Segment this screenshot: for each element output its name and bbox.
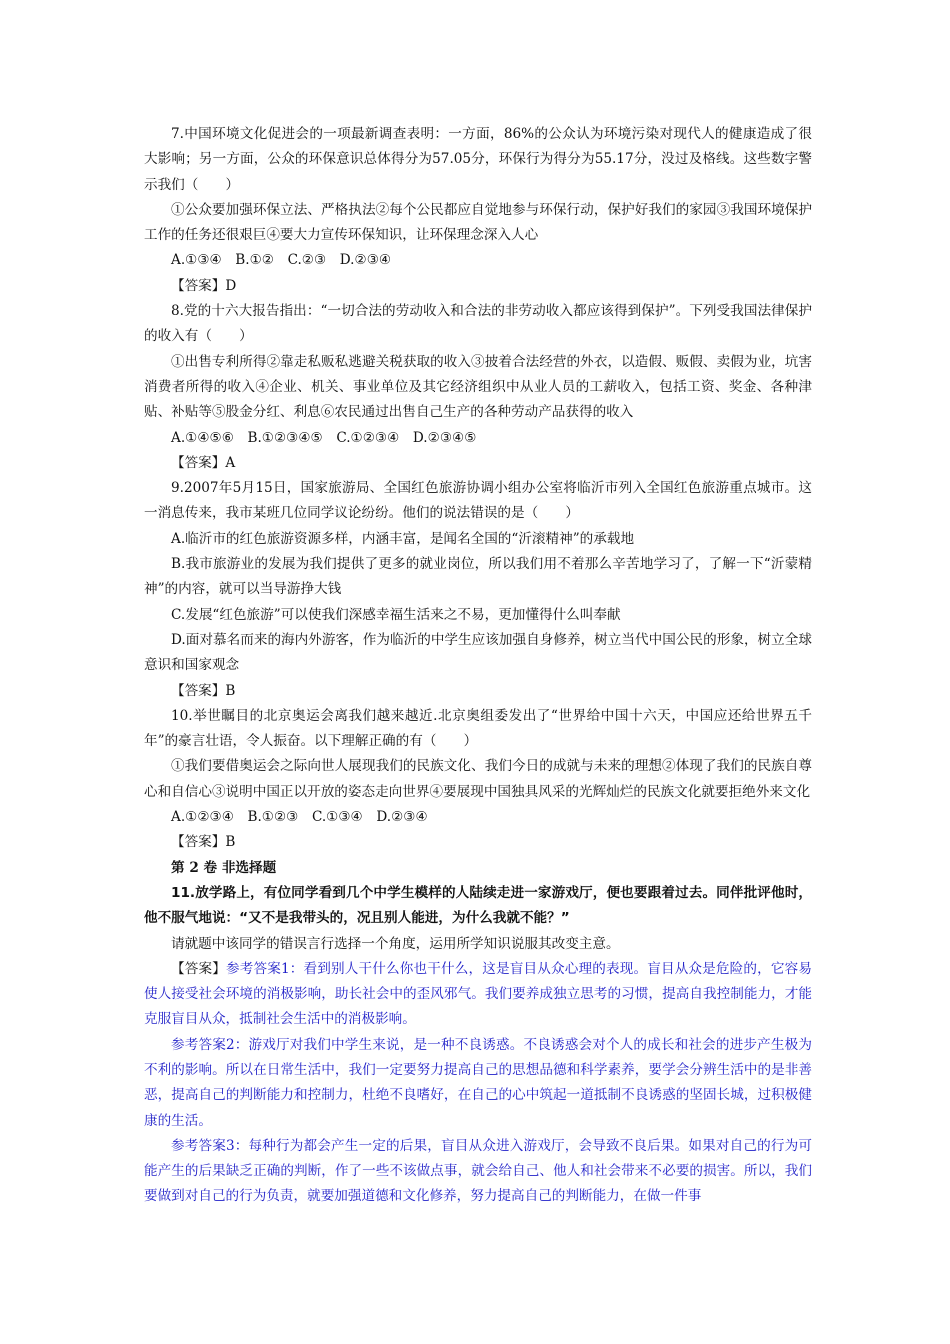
question-8-answer: 【答案】A <box>171 454 236 471</box>
question-11-answer-1 <box>144 957 812 1033</box>
question-7-answer: 【答案】D <box>171 277 237 294</box>
question-11-answer-2: 参考答案2：游戏厅对我们中学生来说，是一种不良诱惑。不良诱惑会对个人的成长和社会的进步产生极为不利的影响。所以在日常生活中，我们一定要努力提高自己的思想品德和科学素养，要学会分辨生活中的是非善恶，提高自己的判断能力和控制力，杜绝不良嗜好，在自己的心中筑起一道抵制不良诱惑的坚固长城，过积极健康的生活。 <box>144 1036 812 1129</box>
question-10-options: A.①②③④ B.①②③ C.①③④ D.②③④ <box>171 809 428 826</box>
question-8-statements: ①出售专利所得②靠走私贩私逃避关税获取的收入③披着合法经营的外衣，以造假、贩假、卖假为业，坑害消费者所得的收入④企业、机关、事业单位及其它经济组织中从业人员的工薪收入，包括工资、奖金、各种津贴、补贴等⑤股金分红、利息⑥农民通过出售自己生产的各种劳动产品获得的收入 <box>144 353 812 421</box>
question-9-answer: 【答案】B <box>171 682 236 699</box>
question-11-prompt: 请就题中该同学的错误言行选择一个角度，运用所学知识说服其改变主意。 <box>171 935 620 952</box>
question-10-answer: 【答案】B <box>171 834 236 851</box>
question-10-stem: 10.举世瞩目的北京奥运会离我们越来越近.北京奥组委发出了“世界给中国十六天，中国应还给世界五千年”的豪言壮语，令人振奋。以下理解正确的有（ ） <box>144 707 812 750</box>
question-7-stem: 7.中国环境文化促进会的一项最新调查表明：一方面，86%的公众认为环境污染对现代人的健康造成了很大影响；另一方面，公众的环保意识总体得分为57.05分，环保行为得分为55.17分，没过及格线。这些数字警示我们（ ） <box>144 126 812 193</box>
question-11-answer-3: 参考答案3：每种行为都会产生一定的后果，盲目从众进入游戏厅，会导致不良后果。如果对自己的行为可能产生的后果缺乏正确的判断，作了一些不该做点事，就会给自己、他人和社会带来不必要的损害。所以，我们要做到对自己的行为负责，就要加强道德和文化修养，努力提高自己的判断能力，在做一件事 <box>144 1137 812 1205</box>
question-7-statements: ①公众要加强环保立法、严格执法②每个公民都应自觉地参与环保行动，保护好我们的家园③我国环境保护工作的任务还很艰巨④要大力宣传环保知识，让环保理念深入人心 <box>144 201 812 244</box>
question-7-options: A.①③④ B.①② C.②③ D.②③④ <box>171 252 392 269</box>
section-2-title: 第 2 卷 非选择题 <box>171 859 277 876</box>
document-page <box>144 122 812 1210</box>
question-9-option-a: A.临沂市的红色旅游资源多样，内涵丰富，是闻名全国的“沂滚精神”的承载地 <box>171 530 635 547</box>
question-11-stem: 11.放学路上，有位同学看到几个中学生模样的人陆续走进一家游戏厅，便也要跟着过去。同伴批评他时，他不服气地说：“又不是我带头的，况且别人能进，为什么我就不能？” <box>144 884 812 927</box>
answer-label: 【答案】 <box>171 960 226 977</box>
question-8-options: A.①④⑤⑥ B.①②③④⑤ C.①②③④ D.②③④⑤ <box>171 429 477 446</box>
answer-1-text: 参考答案1：看到别人干什么你也干什么，这是盲目从众心理的表现。盲目从众是危险的，它容易使人接受社会环境的消极影响，助长社会中的歪风邪气。我们要养成独立思考的习惯，提高自我控制能力，才能克服盲目从众，抵制社会生活中的消极影响。 <box>144 960 813 1028</box>
question-9-option-b: B.我市旅游业的发展为我们提供了更多的就业岗位，所以我们用不着那么辛苦地学习了，了解一下“沂蒙精神”的内容，就可以当导游挣大钱 <box>144 556 812 598</box>
question-9-option-c: C.发展“红色旅游”可以使我们深感幸福生活来之不易，更加懂得什么叫奉献 <box>171 606 621 623</box>
question-10-statements: ①我们要借奥运会之际向世人展现我们的民族文化、我们今日的成就与未来的理想②体现了我们的民族自尊心和自信心③说明中国正以开放的姿态走向世界④要展现中国独具风采的光辉灿烂的民族文化就要拒绝外来文化 <box>144 758 812 800</box>
question-8-stem: 8.党的十六大报告指出：“一切合法的劳动收入和合法的非劳动收入都应该得到保护”。下列受我国法律保护的收入有（ ） <box>144 303 812 345</box>
question-9-stem: 9.2007年5月15日，国家旅游局、全国红色旅游协调小组办公室将临沂市列入全国红色旅游重点城市。这一消息传来，我市某班几位同学议论纷纷。他们的说法错误的是（ ） <box>144 480 812 522</box>
question-9-option-d: D.面对慕名而来的海内外游客，作为临沂的中学生应该加强自身修养，树立当代中国公民的形象，树立全球意识和国家观念 <box>144 631 812 674</box>
